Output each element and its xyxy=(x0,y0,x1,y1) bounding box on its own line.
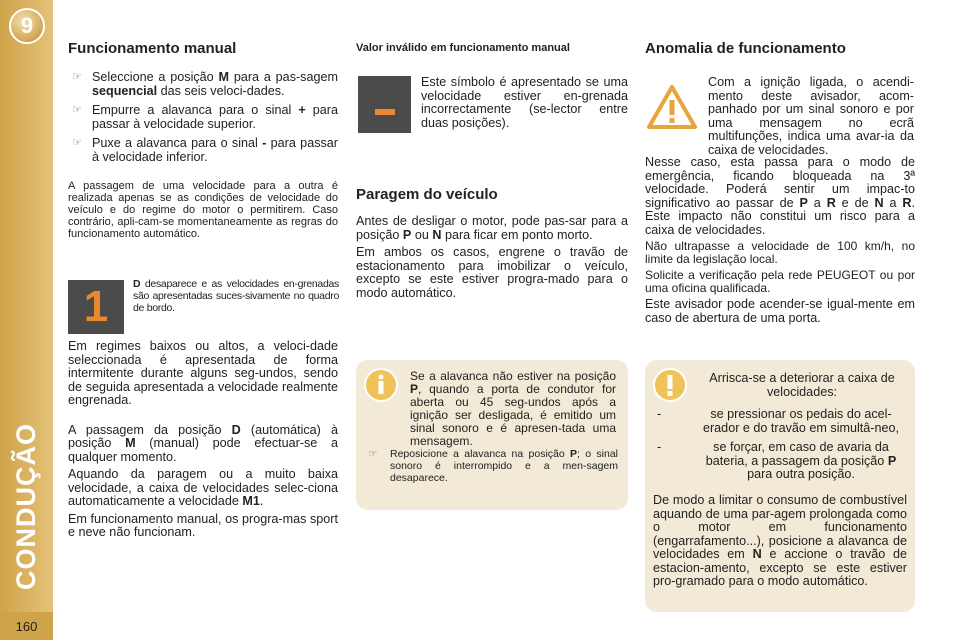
chapter-number: 9 xyxy=(20,13,34,38)
invalid-value-text: Este símbolo é apresentado se uma velocidade estiver en-grenada incorrectamente (se-lector entre duas posições). xyxy=(421,75,628,130)
caution-note-box xyxy=(645,360,915,612)
list-item: ☞ Empurre a alavanca para o sinal + para passar à velocidade superior. xyxy=(72,103,338,131)
invalid-gear-icon xyxy=(358,76,411,133)
warning-light-text: Com a ignição ligada, o acendi-mento deste avisador, acom-panhado por um sinal sonoro e por uma mensagem no ecrã multifunções, indica uma avar-ia da caixa de velocidades. xyxy=(708,75,914,157)
vehicle-stop-section xyxy=(356,186,628,300)
gear-display-note: D desaparece e as velocidades en-grenadas são apresentadas suces-sivamente no quadro de bordo. xyxy=(133,278,339,314)
chapter-title: CONDUÇÃO xyxy=(11,423,41,590)
vehicle-stop-heading: Paragem do veículo xyxy=(356,186,498,203)
sport-snow-text: Em funcionamento manual, os progra-mas sport e neve não funcionam. xyxy=(68,511,338,539)
pointer-icon: ☞ xyxy=(72,104,82,116)
manual-operation-section xyxy=(68,40,338,240)
page-number: 160 xyxy=(0,612,53,640)
parking-brake-text: Em ambos os casos, engrene o travão de estacionamento para imobilizar o veículo, excepto se este estiver progra-mado para o modo automático. xyxy=(356,245,628,300)
pointer-icon: ☞ xyxy=(72,137,82,149)
info-icon xyxy=(364,368,398,402)
fuel-saving-text: De modo a limitar o consumo de combustível aquando de uma par-agem prolongada como o motor em funcionamento (engarrafamento...), posicione a alavanca de velocidades em N e accione o travão de estacion-amento, excepto se este estiver pro-gramado para o modo automático. xyxy=(653,493,907,588)
manual-operation-heading: Funcionamento manual xyxy=(68,40,237,57)
blinking-gear-text: Em regimes baixos ou altos, a veloci-dade seleccionada é apresentada de forma intermitente durante alguns seg-undos, sendo de seguida apresentada a velocidade realmente engrenada. xyxy=(68,339,338,407)
info-note-box xyxy=(356,360,628,510)
low-speed-text: Aquando da paragem ou a muito baixa velocidade, a caixa de velocidades selec-ciona automaticamente a velocidade M1. xyxy=(68,467,338,508)
list-item: ☞ Puxe a alavanca para o sinal - para passar à velocidade inferior. xyxy=(72,136,338,164)
speed-limit-text: Não ultrapasse a velocidade de 100 km/h, no limite da legislação local. xyxy=(645,239,915,266)
chapter-sidebar xyxy=(0,0,53,640)
stop-neutral-text: Antes de desligar o motor, pode pas-sar para a posição P ou N para ficar em ponto morto. xyxy=(356,214,628,242)
manual-operation-continued xyxy=(68,340,338,540)
pointer-icon: ☞ xyxy=(72,71,82,83)
invalid-value-heading: Valor inválido em funcionamento manual xyxy=(356,42,570,54)
dealer-check-text: Solicite a verificação pela rede PEUGEOT ou por uma oficina qualificada. xyxy=(645,268,915,295)
invalid-value-section xyxy=(356,42,628,54)
gear-display-icon: 1 xyxy=(68,280,124,334)
chapter-number-badge xyxy=(9,8,45,44)
list-item: - se pressionar os pedais do acel-erador e do travão em simultâ-neo, xyxy=(657,407,899,435)
gear-change-conditions: A passagem de uma velocidade para a outra é realizada apenas se as condições de velocidade do veículo e do regime do motor o permitirem. Caso contrário, apli-cam-se momentaneamente as regras do funcionamento automático. xyxy=(68,180,338,240)
list-item: ☞ Seleccione a posição M para a pas-sagem sequencial das seis veloci-dades. xyxy=(72,70,338,98)
malfunction-section xyxy=(645,40,915,57)
emergency-mode-text: Nesse caso, esta passa para o modo de emergência, ficando bloqueada na 3ª velocidade. Poderá sentir um impac-to significativo ao passar de P a R e de N a R. Este impacto não constitui um risco para a caixa de velocidades. xyxy=(645,155,915,237)
manual-steps-list xyxy=(68,71,338,164)
d-to-m-text: A passagem da posição D (automática) à posição M (manual) pode efectuar-se a qualquer momento. xyxy=(68,422,338,464)
caution-intro-text: Arrisca-se a deteriorar a caixa de velocidades: xyxy=(709,371,895,399)
lever-warning-text: Se a alavanca não estiver na posição P, quando a porta de condutor for aberta ou 45 seg-undos após a ignição ser desligada, é emitido um sinal sonoro e é apresen-tada uma mensagem. xyxy=(410,369,616,448)
door-open-text: Este avisador pode acender-se igual-mente em caso de abertura de uma porta. xyxy=(645,297,915,325)
warning-triangle-icon xyxy=(646,84,698,130)
malfunction-heading: Anomalia de funcionamento xyxy=(645,40,846,57)
malfunction-details xyxy=(645,156,915,325)
pointer-icon: ☞ xyxy=(368,448,378,460)
exclamation-icon xyxy=(653,368,687,402)
list-item: - se forçar, em caso de avaria da bateria, a passagem da posição P para outra posição. xyxy=(657,440,897,481)
caution-list xyxy=(653,408,907,488)
lever-reposition-text: ☞ Reposicione a alavanca na posição P; o sinal sonoro é interrompido e a men-sagem desaparece. xyxy=(368,448,618,484)
